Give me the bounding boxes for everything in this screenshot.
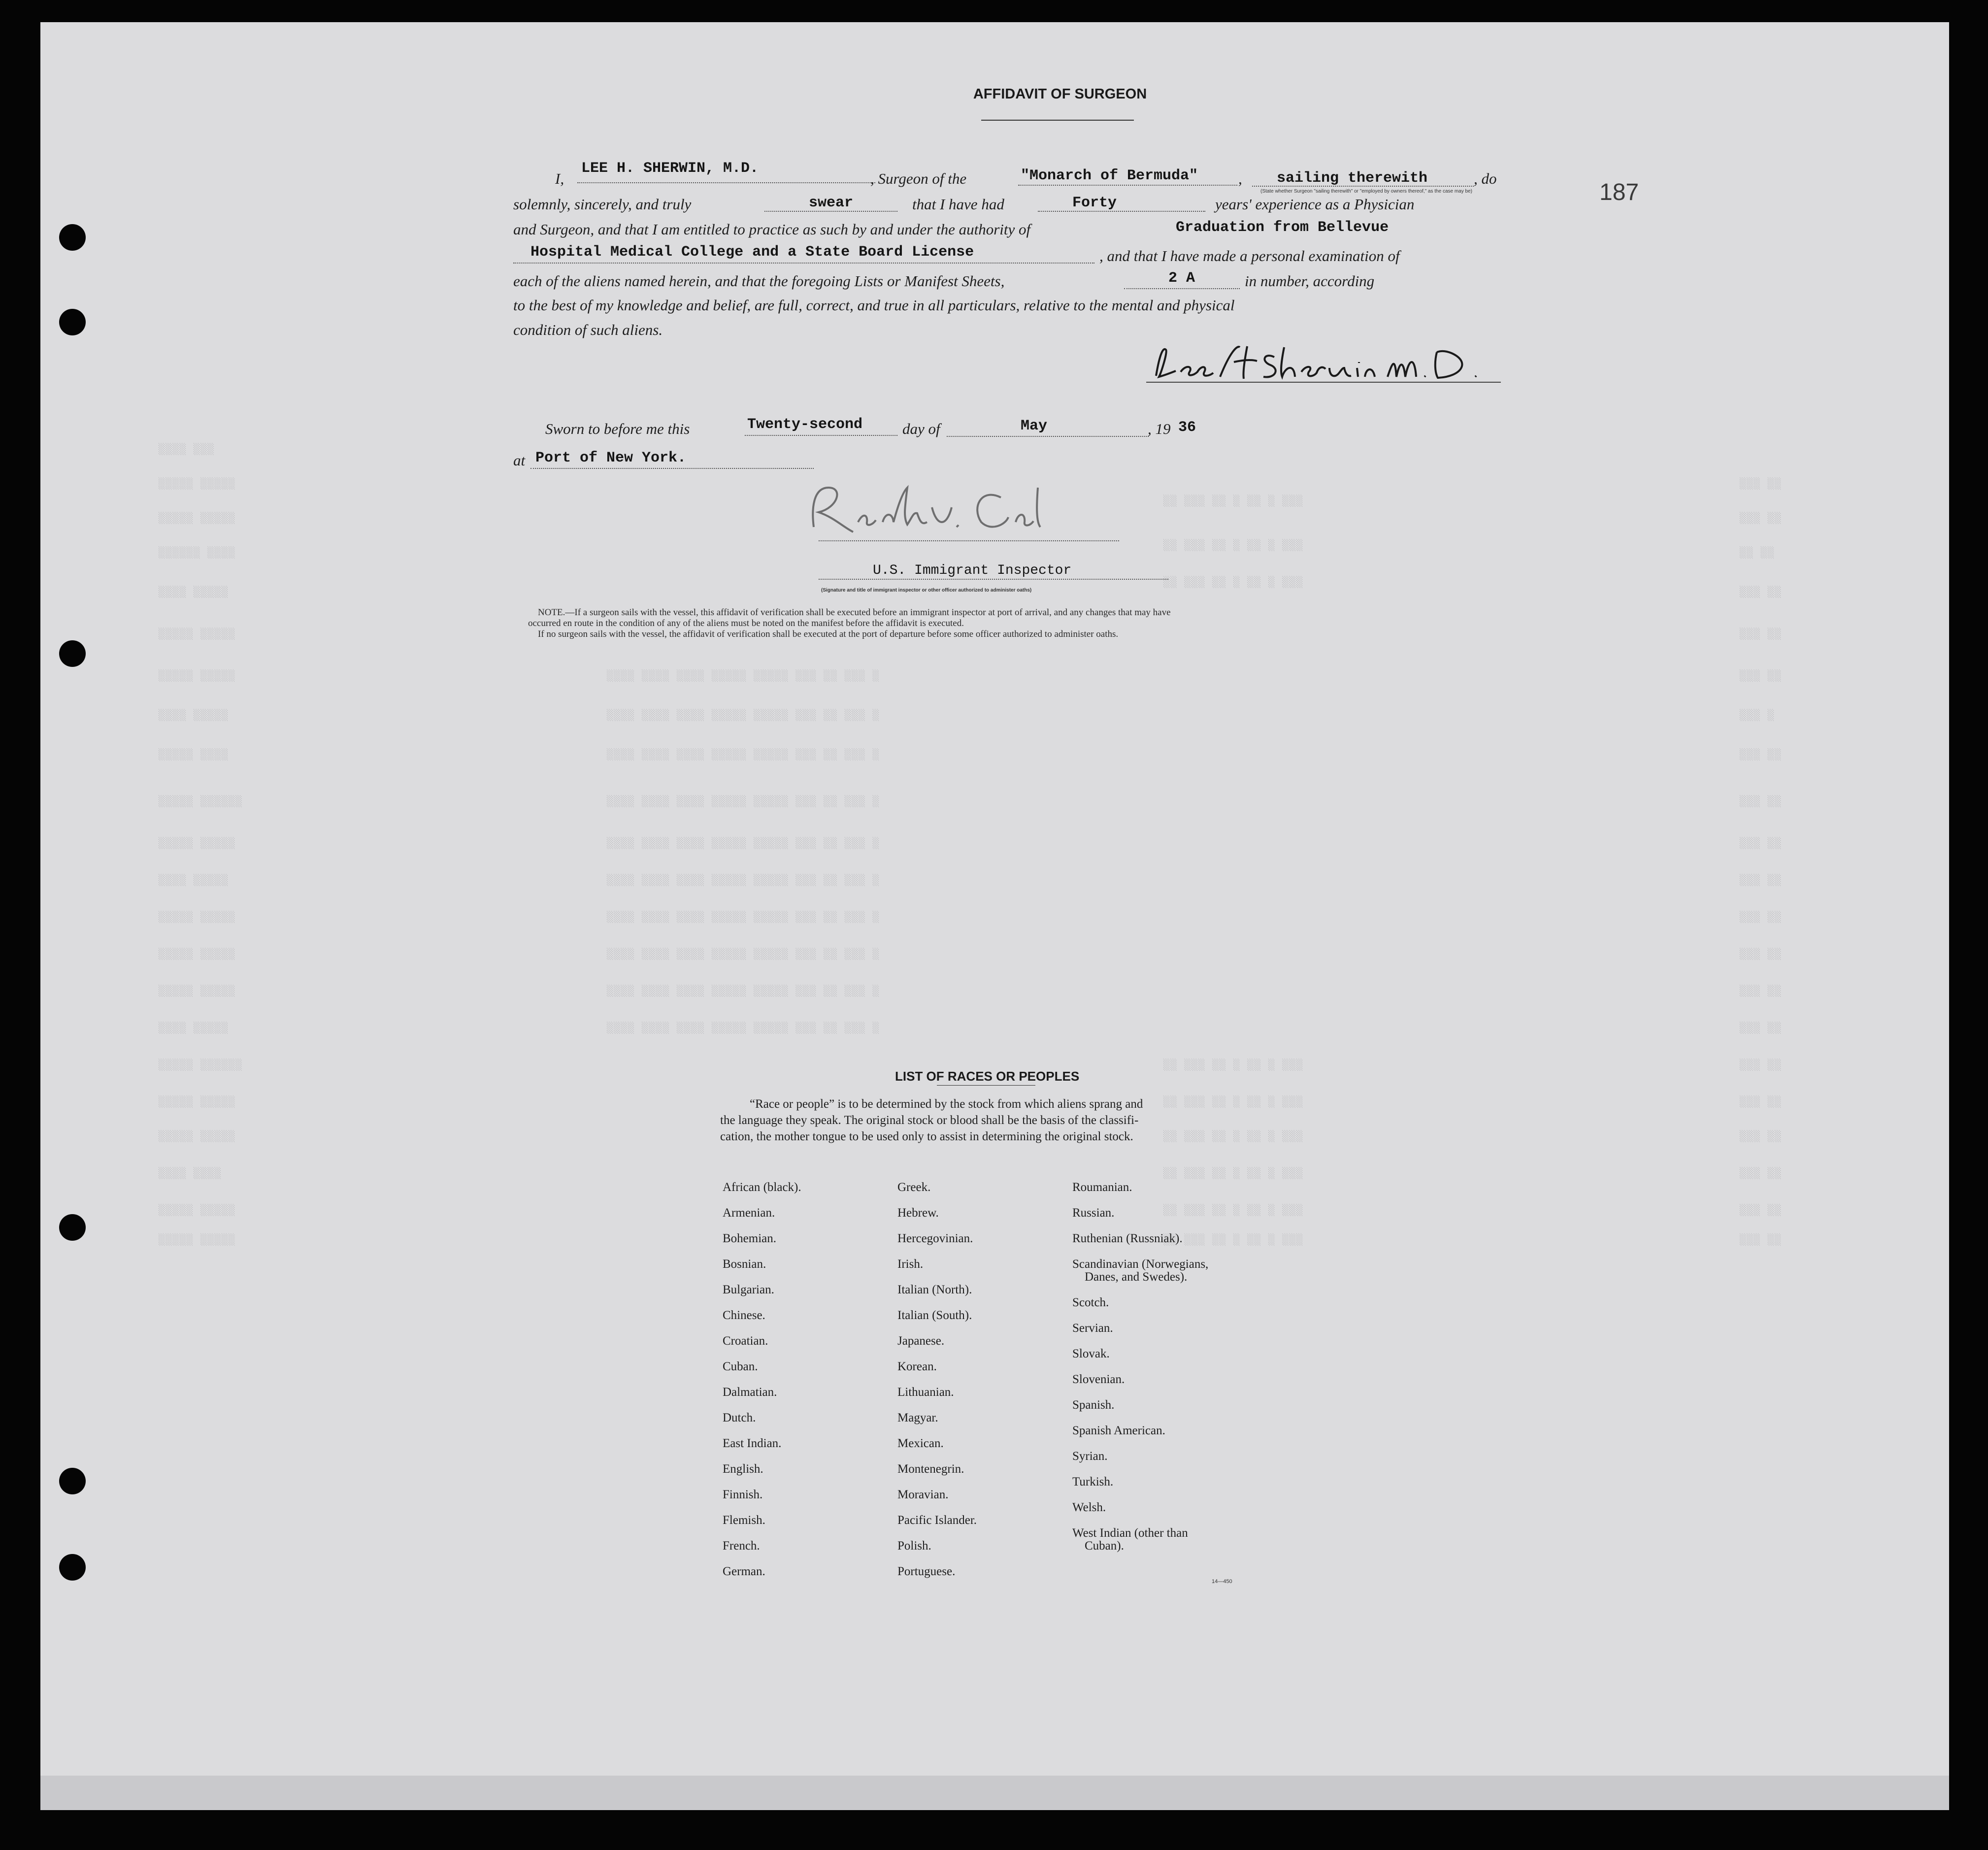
years-rule <box>1038 211 1205 212</box>
binder-hole <box>59 224 86 251</box>
race-item: African (black). <box>723 1181 801 1194</box>
sworn-prefix: Sworn to before me this <box>545 420 690 437</box>
title-underline <box>981 120 1134 121</box>
race-item: Bulgarian. <box>723 1283 774 1296</box>
race-item: Chinese. <box>723 1309 765 1322</box>
l5-end: in number, according <box>1245 272 1375 290</box>
l6-text: to the best of my knowledge and belief, are full, correct, and true in all particulars, relative to the mental and physical <box>513 297 1235 314</box>
race-item: East Indian. <box>723 1437 782 1450</box>
sworn-day: Twenty-second <box>747 416 863 433</box>
race-item: Bosnian. <box>723 1257 766 1271</box>
signature-rule <box>1146 382 1501 383</box>
race-item: Turkish. <box>1072 1475 1114 1488</box>
inspector-title-rule <box>819 579 1168 580</box>
sheets-count: 2 A <box>1168 270 1195 287</box>
race-item: Portuguese. <box>897 1565 956 1578</box>
inspector-signature-rule <box>819 540 1119 541</box>
at-place-rule <box>530 468 814 469</box>
sworn-day-rule <box>745 435 897 436</box>
surgeon-signature <box>1146 337 1501 387</box>
race-item: Slovenian. <box>1072 1373 1125 1386</box>
race-item: Hercegovinian. <box>897 1232 973 1245</box>
race-item: Croatian. <box>723 1334 768 1348</box>
race-item: Italian (North). <box>897 1283 972 1296</box>
races-intro <box>720 1096 1282 1145</box>
l2-prefix: solemnly, sincerely, and truly <box>513 196 692 213</box>
race-item: Welsh. <box>1072 1501 1106 1514</box>
note-line-3: If no surgeon sails with the vessel, the affidavit of verification shall be executed at the port of departure before some officer authorized to administer oaths. <box>538 629 1119 639</box>
race-item: English. <box>723 1462 763 1476</box>
l1-mid: , Surgeon of the <box>870 170 967 187</box>
race-item: Russian. <box>1072 1206 1115 1220</box>
race-item: Ruthenian (Russniak). <box>1072 1232 1183 1245</box>
race-item: Lithuanian. <box>897 1386 954 1399</box>
race-item: Syrian. <box>1072 1450 1108 1463</box>
race-item: Danes, and Swedes). <box>1085 1270 1188 1284</box>
race-item: Montenegrin. <box>897 1462 964 1476</box>
ship-name-rule <box>1018 185 1237 186</box>
note-line-1: NOTE.—If a surgeon sails with the vessel, this affidavit of verification shall be executed before an immigrant inspector at port of arrival, and any changes that may have <box>538 607 1171 618</box>
race-item: Scandinavian (Norwegians, <box>1072 1257 1209 1271</box>
inspector-signature-drawing <box>784 478 1060 544</box>
at-place: Port of New York. <box>535 450 687 466</box>
race-item: Scotch. <box>1072 1296 1109 1309</box>
at-label: at <box>513 452 526 469</box>
page-bottom-edge <box>40 1776 1949 1810</box>
signature-drawing <box>1146 337 1501 387</box>
race-item: Moravian. <box>897 1488 949 1501</box>
race-item: Slovak. <box>1072 1347 1110 1360</box>
surgeon-name-rule <box>577 182 875 183</box>
authority-rule <box>513 263 1094 264</box>
affidavit-title: AFFIDAVIT OF SURGEON <box>973 86 1147 102</box>
oath-type: swear <box>809 195 854 211</box>
note-line-2: occurred en route in the condition of any of the aliens must be noted on the manifest before the affidavit is executed. <box>528 618 964 628</box>
race-item: French. <box>723 1539 760 1553</box>
race-item: Spanish American. <box>1072 1424 1165 1437</box>
race-item: Greek. <box>897 1181 931 1194</box>
race-item: Cuban). <box>1085 1539 1124 1553</box>
sworn-month-rule <box>947 436 1149 437</box>
race-item: Spanish. <box>1072 1398 1115 1412</box>
document-page: ░░░░ ░░░ ░░░░░ ░░░░░ ░░░░░ ░░░░░ ░░░░░░ ░░░░ ░░░░ ░░░░░ ░░░░░ ░░░░░ ░░░░░ ░░░░░ ░░░░ ░░░░░ ░░░░░ ░░░░ ░░░░░ ░░░░░░ ░░░░░ ░░░░░ ░░░░ ░░░░░ ░░░░░ ░░░░░ ░░░░░ ░░░░░ ░░░░░ ░░░░░ ░░░░ ░░░░░ ░░░░░ ░░░░░░ ░░░░░ ░░░░░ ░░░░░ ░░░░░ ░░░░ ░░░░ ░░░░░ ░░░░░ ░░░░░ ░░░░░ ░░░░ ░░░░ ░░░░ ░░░░░ ░░░░░ ░░░ ░░ ░░░ ░ ░░░░ ░░░░ ░░░░ ░░░░░ ░░░░░ ░░░ ░░ ░░░ ░ ░░░░ ░░░░ ░░░░ ░░░░░ ░░░░░ ░░░ ░░ ░░░ ░ ░░░░ ░░░░ ░░░░ ░░░░░ ░░░░░ ░░░ ░░ ░░░ ░ ░░░░ ░░░░ ░░░░ ░░░░░ ░░░░░ ░░░ ░░ ░░░ ░ ░░░░ ░░░░ ░░░░ ░░░░░ ░░░░░ ░░░ ░░ ░░░ ░ ░░░░ ░░░░ ░░░░ ░░░░░ ░░░░░ ░░░ ░░ ░░░ ░ ░░░░ ░░░░ ░░░░ ░░░░░ ░░░░░ ░░░ ░░ ░░░ ░ ░░░░ ░░░░ ░░░░ ░░░░░ ░░░░░ ░░░ ░░ ░░░ ░ ░░░░ ░░░░ ░░░░ ░░░░░ ░░░░░ ░░░ ░░ ░░░ ░ ░░ ░░░ ░░ ░ ░░ ░ ░░░ ░░ ░░░ ░░ ░ ░░ ░ ░░░ ░░ ░░░ ░░ ░ ░░ ░ ░░░ ░░ ░░░ ░░ ░ ░░ ░ ░░░ ░░ ░░░ ░░ ░ ░░ ░ ░░░ ░░ ░░░ ░░ ░ ░░ ░ ░░░ ░░ ░░░ ░░ ░ ░░ ░ ░░░ ░░ ░░░ ░░ ░ ░░ ░ ░░░ ░░ ░░░ ░░ ░ ░░ ░ ░░░ ░░░ ░░ ░░░ ░░ ░░ ░░ ░░░ ░░ ░░░ ░░ ░░░ ░░ ░░░ ░ ░░░ ░░ ░░░ ░░ ░░░ ░░ ░░░ ░░ ░░░ ░░ ░░░ ░░ ░░░ ░░ ░░░ ░░ ░░░ ░░ ░░░ ░░ ░░░ ░░ ░░░ ░░ ░░░ ░░ ░░░ ░░ 187 AFFIDAVIT OF SURGEON I, LEE H. SHERWIN, M.D. , Surgeon of the "Monarch of Bermuda" , sailing therewith , do (State whether Surgeon "sailing therewith" or "employed by owners thereof," as the case may be) solemnly, sincerely, and truly swear that I have had Forty years' experience as a Physician and Surgeon, and that I am entitled to practice as such by and under the authority of Graduation from Bellevue Hospital Medical College and a State Board License , and that I have made a personal examination of each of the aliens named herein, and that the foregoing Lists or Manifest Sheets, 2 A in number, according to the best of my knowledge and belief, are full, correct, and true in all particulars, relative to the mental and physical condition of such aliens. Sworn to before me this Twenty-second day of May , 19 36 at Port of New York. U.S. Immigrant Inspector (Signature and title of immigrant inspector or other officer authorized to administer oaths) NOTE.—If a surgeon sails with the vessel, this affidavit of verification shall be executed before an immigrant inspector at port of arrival, and any changes that may have occurred en route in the condition of any of the aliens must be noted on the manifest before the affidavit is executed. If no surgeon sails with the vessel, the affidavit of verification shall be executed at the port of departure before some officer authorized to administer oaths. LIST OF RACES OR PEOPLES “Race or people” is to be determined by the stock from which aliens sprang and the language they speak. The original stock or blood shall be the basis of the classifi- cation, the mother tongue to be used only to assist in determining the original stock. African (black). Armenian. Bohemian. Bosnian. Bulgarian. Chinese. Croatian. Cuban. Dalmatian. Dutch. East Indian. English. Finnish. Flemish. French. German. Greek. Hebrew. Hercegovinian. Irish. Italian (North). Italian (South). Japanese. Korean. Lithuanian. Magyar. Mexican. Montenegrin. Moravian. Pacific Islander. Polish. Portuguese. Roumanian. Russian. Ruthenian (Russniak). Scandinavian (Norwegians, Danes, and Swedes). Scotch. Servian. Slovak. Slovenian. Spanish. Spanish American. Syrian. Turkish. Welsh. West Indian (other than Cuban). 14—450 <box>40 22 1949 1810</box>
l1-prefix: I, <box>555 170 564 187</box>
race-item: Cuban. <box>723 1360 758 1373</box>
race-item: Korean. <box>897 1360 937 1373</box>
race-item: Polish. <box>897 1539 931 1553</box>
sailing-status: sailing therewith <box>1277 170 1428 187</box>
l7-text: condition of such aliens. <box>513 321 663 338</box>
race-item: Irish. <box>897 1257 924 1271</box>
binder-hole <box>59 640 86 667</box>
race-item: Mexican. <box>897 1437 944 1450</box>
race-item: Dalmatian. <box>723 1386 777 1399</box>
binder-hole <box>59 1554 86 1581</box>
race-item: Finnish. <box>723 1488 763 1501</box>
l3-text: and Surgeon, and that I am entitled to practice as such by and under the authority of <box>513 221 1031 238</box>
race-item: Bohemian. <box>723 1232 777 1245</box>
race-item: Japanese. <box>897 1334 945 1348</box>
ship-name: "Monarch of Bermuda" <box>1021 167 1198 184</box>
sailing-status-rule <box>1252 186 1474 187</box>
l2-mid: that I have had <box>912 196 1004 213</box>
race-item: Pacific Islander. <box>897 1514 977 1527</box>
race-item: Servian. <box>1072 1321 1113 1335</box>
l5-prefix: each of the aliens named herein, and that the foregoing Lists or Manifest Sheets, <box>513 272 1005 290</box>
races-intro-2: the language they speak. The original stock or blood shall be the basis of the classifi- <box>720 1114 1139 1127</box>
races-title-rule <box>937 1085 1035 1086</box>
race-item: Roumanian. <box>1072 1181 1132 1194</box>
inspector-title: U.S. Immigrant Inspector <box>873 563 1072 578</box>
binder-hole <box>59 1214 86 1241</box>
race-item: Hebrew. <box>897 1206 939 1220</box>
inspector-caption: (Signature and title of immigrant inspector or other officer authorized to administer oaths) <box>821 588 1032 593</box>
surgeon-name: LEE H. SHERWIN, M.D. <box>581 160 759 177</box>
race-item: West Indian (other than <box>1072 1526 1188 1540</box>
sworn-mid: day of <box>902 420 940 437</box>
form-number: 14—450 <box>1212 1579 1232 1585</box>
sworn-month: May <box>1021 418 1048 434</box>
l1-comma: , <box>1238 170 1242 187</box>
race-item: Dutch. <box>723 1411 756 1424</box>
race-item: Armenian. <box>723 1206 775 1220</box>
binder-hole <box>59 309 86 335</box>
sailing-note: (State whether Surgeon "sailing therewith" or "employed by owners thereof," as the case may be) <box>1260 189 1472 194</box>
races-intro-3: cation, the mother tongue to be used only to assist in determining the original stock. <box>720 1130 1133 1143</box>
races-title: LIST OF RACES OR PEOPLES <box>895 1069 1080 1084</box>
l4-end: , and that I have made a personal examination of <box>1099 247 1400 264</box>
sheets-rule <box>1124 288 1240 289</box>
races-intro-1: “Race or people” is to be determined by the stock from which aliens sprang and <box>750 1097 1143 1111</box>
surgeon-signature-text <box>1146 362 1150 363</box>
authority-line-1: Graduation from Bellevue <box>1176 219 1389 236</box>
sworn-year-prefix: , 19 <box>1148 420 1171 437</box>
race-item: Magyar. <box>897 1411 938 1424</box>
race-item: Flemish. <box>723 1514 765 1527</box>
l2-end: years' experience as a Physician <box>1215 196 1415 213</box>
l1-end: , do <box>1474 170 1497 187</box>
race-item: Italian (South). <box>897 1309 972 1322</box>
oath-type-rule <box>764 211 897 212</box>
authority-line-2: Hospital Medical College and a State Board License <box>530 244 974 261</box>
years-experience: Forty <box>1072 195 1117 211</box>
race-item: German. <box>723 1565 765 1578</box>
sworn-year: 36 <box>1178 419 1196 436</box>
binder-hole <box>59 1468 86 1494</box>
page-number: 187 <box>1599 179 1639 205</box>
inspector-signature <box>784 478 1060 544</box>
